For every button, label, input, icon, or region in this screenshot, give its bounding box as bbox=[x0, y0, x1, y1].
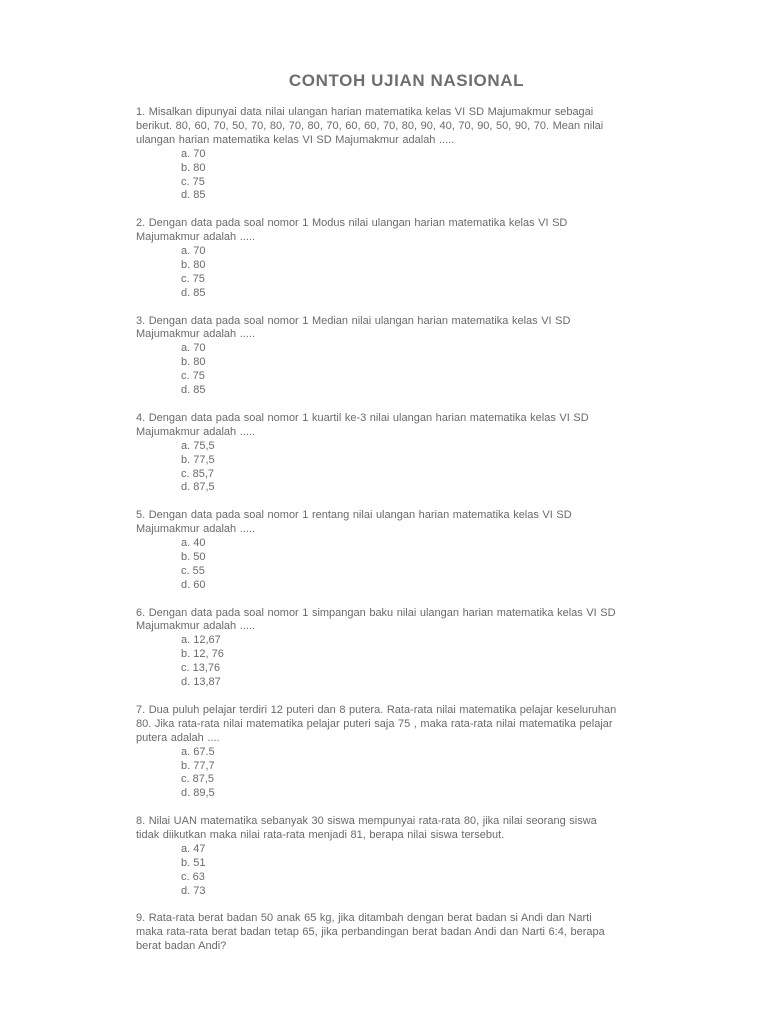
option-a: a. 75,5 bbox=[181, 439, 215, 452]
question-text: 5. Dengan data pada soal nomor 1 rentang nilai ulangan harian matematika kelas VI SD Majumakmur adalah ..... bbox=[136, 509, 572, 536]
option-d: d. 85 bbox=[181, 286, 206, 299]
question-1 bbox=[136, 106, 681, 203]
option-c: c. 13,76 bbox=[181, 662, 221, 675]
question-5 bbox=[136, 509, 681, 592]
option-a: a. 40 bbox=[181, 537, 206, 550]
option-d: d. 87,5 bbox=[181, 481, 215, 494]
question-text: 6. Dengan data pada soal nomor 1 simpangan baku nilai ulangan harian matematika kelas VI SD Majumakmur adalah ..... bbox=[136, 606, 616, 633]
question-text: 3. Dengan data pada soal nomor 1 Median nilai ulangan harian matematika kelas VI SD Majumakmur adalah ..... bbox=[136, 314, 571, 341]
question-4 bbox=[136, 412, 681, 495]
option-a: a. 12,67 bbox=[181, 634, 221, 647]
option-d: d. 13,87 bbox=[181, 676, 221, 689]
option-b: b. 80 bbox=[181, 161, 206, 174]
question-text: 9. Rata-rata berat badan 50 anak 65 kg, jika ditambah dengan berat badan si Andi dan Narti maka rata-rata berat badan tetap 65, jika perbandingan berat badan Andi dan Narti 6:4, berapa berat badan Andi? bbox=[136, 912, 605, 953]
option-b: b. 77,7 bbox=[181, 759, 215, 772]
option-d: d. 60 bbox=[181, 578, 206, 591]
option-c: c. 55 bbox=[181, 564, 205, 577]
question-3 bbox=[136, 315, 681, 398]
question-6 bbox=[136, 607, 681, 690]
option-a: a. 67.5 bbox=[181, 745, 215, 758]
option-b: b. 50 bbox=[181, 550, 206, 563]
question-text: 8. Nilai UAN matematika sebanyak 30 siswa mempunyai rata-rata 80, jika nilai seorang siswa tidak diikutkan maka nilai rata-rata menjadi 81, berapa nilai siswa tersebut. bbox=[136, 815, 597, 842]
option-c: c. 87,5 bbox=[181, 773, 215, 786]
question-text: 7. Dua puluh pelajar terdiri 12 puteri dan 8 putera. Rata-rata nilai matematika pelajar keseluruhan 80. Jika rata-rata nilai matematika pelajar puteri saja 75 , maka rata-rata nilai matematika pelajar putera adalah .... bbox=[136, 703, 617, 744]
option-c: c. 75 bbox=[181, 370, 205, 383]
option-a: a. 70 bbox=[181, 147, 206, 160]
option-c: c. 85,7 bbox=[181, 467, 215, 480]
option-c: c. 63 bbox=[181, 870, 205, 883]
question-8 bbox=[136, 815, 681, 898]
option-b: b. 51 bbox=[181, 856, 206, 869]
option-b: b. 77,5 bbox=[181, 453, 215, 466]
option-a: a. 70 bbox=[181, 245, 206, 258]
option-c: c. 75 bbox=[181, 175, 205, 188]
question-text: 2. Dengan data pada soal nomor 1 Modus nilai ulangan harian matematika kelas VI SD Majumakmur adalah ..... bbox=[136, 217, 568, 244]
question-list bbox=[136, 106, 681, 968]
option-a: a. 70 bbox=[181, 342, 206, 355]
option-c: c. 75 bbox=[181, 272, 205, 285]
question-text: 4. Dengan data pada soal nomor 1 kuartil ke-3 nilai ulangan harian matematika kelas VI SD Majumakmur adalah ..... bbox=[136, 411, 589, 438]
page-title: CONTOH UJIAN NASIONAL bbox=[288, 71, 525, 90]
option-b: b. 80 bbox=[181, 258, 206, 271]
option-b: b. 12, 76 bbox=[181, 648, 224, 661]
option-d: d. 85 bbox=[181, 189, 206, 202]
question-text: 1. Misalkan dipunyai data nilai ulangan harian matematika kelas VI SD Majumakmur sebagai berikut. 80, 60, 70, 50, 70, 80, 70, 80, 70, 60, 60, 70, 80, 90, 40, 70, 90, 50, 90, 70. Mean nilai ulangan harian matematika kelas VI SD Majumakmur adalah ..... bbox=[136, 106, 604, 146]
question-2 bbox=[136, 217, 681, 300]
option-d: d. 73 bbox=[181, 884, 206, 897]
question-9 bbox=[136, 912, 681, 954]
option-d: d. 89,5 bbox=[181, 787, 215, 800]
option-d: d. 85 bbox=[181, 384, 206, 397]
question-7 bbox=[136, 704, 681, 801]
option-b: b. 80 bbox=[181, 356, 206, 369]
option-a: a. 47 bbox=[181, 842, 206, 855]
